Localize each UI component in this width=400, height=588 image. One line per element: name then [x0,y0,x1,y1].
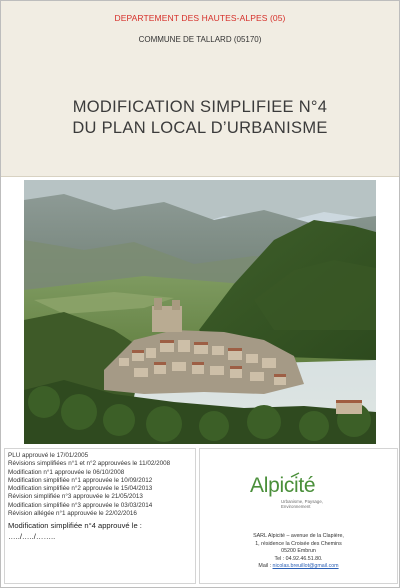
logo-text: Alpicité [250,474,316,497]
village-landscape-photo [24,180,376,444]
commune-label: COMMUNE DE TALLARD (05170) [138,35,262,44]
address-line-1: SARL Alpicité – avenue de la Clapière, [253,533,344,539]
history-line: Modification n°1 approuvée le 06/10/2008 [8,468,125,476]
document-title [1,97,399,139]
address-line-3: 05200 Embrun [281,548,316,554]
approval-date-blank: …../…../…….. [8,532,56,542]
title-line-1: MODIFICATION SIMPLIFIEE N°4 [72,98,328,116]
history-line: Modification simplifiée n°3 approuvée le 03/03/2014 [8,501,153,509]
company-address [200,533,397,571]
mail-label: Mail : [258,563,273,569]
alpicite-logo [250,474,360,516]
cover-header [1,1,399,177]
address-line-2: 1, résidence la Croisée des Chemins [255,540,342,547]
mail-line [200,563,397,571]
department-label: DEPARTEMENT DES HAUTES-ALPES (05) [114,13,286,23]
history-line: Révision allégée n°1 approuvée le 22/02/2016 [8,510,137,518]
logo-tagline: Urbanisme, Paysage, Environnement [281,499,323,509]
history-line: PLU approuvé le 17/01/2005 [8,452,89,459]
title-line-2: DU PLAN LOCAL D’URBANISME [72,119,328,137]
history-line: Révisions simplifiées n°1 et n°2 approuvées le 11/02/2008 [8,460,171,468]
history-line: Modification simplifiée n°1 approuvée le 10/09/2012 [8,476,153,484]
mail-link[interactable]: nicolas.breuillot@gmail.com [272,563,339,569]
phone-line: Tel : 04.92.46.51.80. [274,555,323,562]
approval-history-box [4,448,196,584]
history-line: Révision simplifiée n°3 approuvée le 21/05/2013 [8,493,143,501]
company-box [199,448,398,584]
history-line: Modification simplifiée n°2 approuvée le 15/04/2013 [8,485,153,493]
logo-accent-icon [290,472,300,478]
approval-label: Modification simplifiée n°4 approuvé le : [8,521,142,531]
